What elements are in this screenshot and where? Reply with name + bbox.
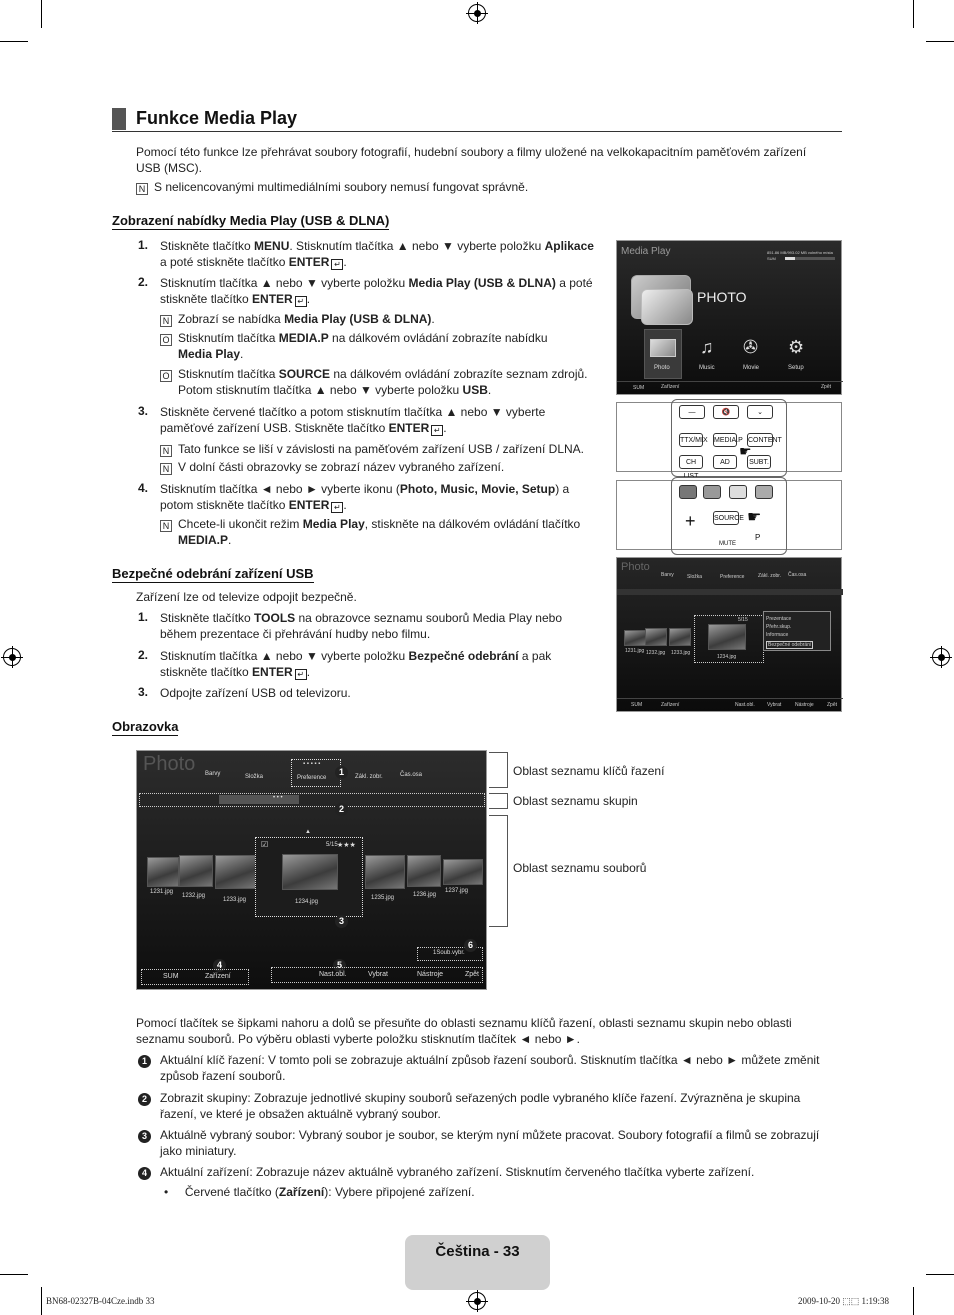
step-text: Stiskněte tlačítko MENU. Stisknutím tlačítka ▲ nebo ▼ vyberte položku Aplikace a poté stiskněte tlačítko ENTER ↵ . [160, 239, 594, 269]
registration-mark-icon [468, 4, 486, 22]
file-name: 1236.jpg [413, 892, 437, 898]
bar-zpet: Zpět [465, 971, 480, 978]
file-thumbnail[interactable] [624, 630, 646, 646]
tools-menu-item[interactable]: Přehr.skup. [766, 624, 792, 630]
crop-mark [913, 1287, 914, 1315]
page-title: Funkce Media Play [136, 108, 298, 128]
intro-note: N S nelicencovanými multimediálními soubory nemusí fungovat správně. [136, 179, 528, 195]
callout-bracket [489, 815, 508, 927]
selected-thumbnail[interactable] [708, 624, 746, 650]
callout-bracket [489, 752, 508, 788]
file-name: 1232.jpg [646, 650, 666, 656]
green-button[interactable] [703, 485, 721, 499]
enter-icon: ↵ [295, 296, 307, 307]
item-text: Aktuálně vybraný soubor: Vybraný soubor je soubor, se kterým nyní můžete pracovat. Soubory fotografií a filmů se zobrazují jako miniatury. [160, 1128, 820, 1158]
title-marker [112, 108, 126, 130]
registration-mark-icon [468, 1292, 486, 1310]
enter-icon: ↵ [431, 425, 443, 436]
callout-group: Oblast seznamu skupin [513, 794, 638, 808]
file-name: 1235.jpg [371, 895, 395, 901]
step-text: Odpojte zařízení USB od televizoru. [160, 686, 351, 700]
tab-preference[interactable]: Preference [297, 775, 327, 781]
bar-vybrat: Vybrat [767, 702, 782, 708]
file-counter: 5/15 [326, 842, 338, 848]
bar-sum: SUM [633, 385, 645, 391]
bottom-bar [617, 381, 843, 395]
tab-zakl-zobr[interactable]: Zákl. zobr. [758, 573, 782, 579]
bullet-text: • Červené tlačítko (Zařízení): Vybere připojené zařízení. [164, 1185, 475, 1199]
step-number: 4. [138, 481, 149, 495]
note-text: O Stisknutím tlačítka MEDIA.P na dálkovém ovládání zobrazíte nabídku Media Play. [160, 330, 610, 362]
photo-title: Photo [143, 753, 196, 775]
device-box[interactable] [141, 969, 249, 985]
bar-nastroje: Nástroje [417, 971, 444, 978]
item-text: Zobrazit skupiny: Zobrazuje jednotlivé skupiny souborů seřazených podle vybraného klíče řazení. Zvýrazněna je skupina řazení, ve které je obsažen aktuálně vybraný soubor. [160, 1091, 801, 1121]
item-number-4-icon: 4 [138, 1165, 151, 1180]
file-name: 1231.jpg [625, 648, 645, 654]
pointer-hand-icon: ☛ [739, 443, 752, 459]
tab-cas-osa[interactable]: Čas.osa [788, 572, 807, 578]
mute-label: MUTE [719, 541, 736, 547]
crop-mark [913, 0, 914, 28]
note-text: N Chcete-li ukončit režim Media Play, stiskněte na dálkovém ovládání tlačítko MEDIA.P. [160, 516, 610, 548]
group-bar [617, 589, 843, 595]
file-name: 1232.jpg [182, 893, 206, 899]
file-name: 1237.jpg [445, 888, 469, 894]
photo-browser-screenshot [136, 750, 487, 990]
photo-folder-icon [641, 289, 693, 325]
source-button[interactable]: SOURCE [713, 511, 739, 525]
music-icon[interactable]: ♫ [700, 337, 714, 357]
item-number-2-icon: 2 [138, 1091, 151, 1106]
file-counter: 5/15 [738, 617, 748, 623]
tools-menu-screenshot [616, 557, 842, 712]
marker-6-icon: 6 [464, 937, 477, 952]
yellow-button[interactable] [729, 485, 747, 499]
file-thumbnail[interactable] [669, 628, 691, 646]
crop-mark [0, 41, 28, 42]
page-number: Čeština - 33 [435, 1243, 520, 1260]
down-button[interactable]: ⌄ [747, 405, 773, 419]
note-text: N Zobrazí se nabídka Media Play (USB & DLNA). [160, 311, 610, 327]
note-icon: N [136, 183, 148, 195]
tools-menu-item[interactable]: Prezentace [766, 616, 792, 622]
marker-5-icon: 5 [333, 957, 346, 972]
item-number-1-icon: 1 [138, 1053, 151, 1068]
tab-preference[interactable]: Preference [720, 574, 745, 580]
ttx-mix-button[interactable]: TTX/MIX [679, 433, 703, 447]
volume-plus-icon[interactable]: + [685, 511, 696, 531]
section-intro: Zařízení lze od televize odpojit bezpečně. [136, 590, 357, 604]
usage-bar [785, 257, 835, 260]
icon-label-photo: Photo [654, 365, 670, 371]
step-number: 2. [138, 275, 149, 289]
callout-bracket [489, 793, 508, 809]
icon-label-movie: Movie [743, 365, 760, 371]
bar-nast-obl: Nast.obl. [735, 702, 755, 708]
crop-mark [0, 1274, 28, 1275]
file-thumbnail[interactable] [645, 628, 667, 646]
step-number: 2. [138, 648, 149, 662]
tab-slozka[interactable]: Složka [245, 774, 264, 780]
media-play-screenshot [616, 240, 842, 395]
page-title-bar [112, 108, 842, 132]
ad-button[interactable]: AD [713, 455, 737, 469]
remote-control-image-2 [616, 480, 842, 550]
mute-button[interactable]: 🔇 [713, 405, 739, 419]
bar-sum: SUM [163, 973, 179, 980]
rating-stars: ★★★ [337, 842, 356, 849]
crop-mark [926, 1274, 954, 1275]
marker-3-icon: 3 [335, 913, 348, 928]
group-list-box[interactable] [139, 793, 485, 807]
bar-device: Zařízení [205, 973, 231, 980]
blue-button[interactable] [755, 485, 773, 499]
enter-icon: ↵ [331, 259, 343, 270]
bar-nast-obl: Nast.obl. [319, 971, 347, 978]
pointer-hand-icon: ☛ [747, 509, 762, 526]
step-number: 1. [138, 238, 149, 252]
marker-4-icon: 4 [213, 957, 226, 972]
icon-label-music: Music [699, 365, 715, 371]
sort-key-dots: ▪ ▪ ▪ ▪ ▪ [303, 761, 321, 767]
enter-icon: ↵ [295, 669, 307, 680]
marker-1-icon: 1 [335, 764, 348, 779]
item-text: Aktuální zařízení: Zobrazuje název aktuálně vybraného zařízení. Stisknutím červeného tlačítka vyberte zařízení. [160, 1165, 755, 1179]
selected-count: 1Soub.vybr. [433, 950, 465, 956]
page-number-tab [405, 1235, 550, 1290]
file-list-bracket [141, 821, 485, 921]
file-name: 1231.jpg [150, 889, 174, 895]
photo-big-label: PHOTO [697, 289, 747, 305]
icon-label-setup: Setup [788, 365, 804, 371]
setup-icon[interactable]: ⚙ [788, 337, 805, 357]
selected-file-name: 1234.jpg [717, 654, 737, 660]
photo-icon[interactable] [650, 339, 676, 357]
bar-sum: SUM [631, 702, 643, 708]
enter-icon: ↵ [331, 502, 343, 513]
bar-zpet: Zpět [827, 702, 838, 708]
bar-nastroje: Nástroje [795, 702, 814, 708]
subt-button[interactable]: SUBT. [747, 455, 771, 469]
note-text: N V dolní části obrazovky se zobrazí název vybraného zařízení. [160, 459, 610, 475]
remote-note-icon: O [160, 334, 172, 346]
note-icon: N [160, 445, 172, 457]
step-number: 3. [138, 685, 149, 699]
note-icon: N [160, 520, 172, 532]
group-highlight [219, 795, 299, 804]
item-text: Aktuální klíč řazení: V tomto poli se zobrazuje aktuální způsob řazení souborů. Stisknutím tlačítka ◄ nebo ► můžete změnit způsob řazení souborů. [160, 1053, 820, 1083]
content-button[interactable]: CONTENT [747, 433, 773, 447]
footer-date: 2009-10-20 ⬚⬚ 1:19:38 [798, 1296, 890, 1306]
minus-button[interactable]: — [679, 405, 705, 419]
up-arrow-icon: ▲ [305, 829, 311, 835]
tab-barvy[interactable]: Barvy [661, 572, 674, 578]
crop-mark [926, 41, 954, 42]
tab-barvy[interactable]: Barvy [205, 771, 221, 777]
crop-mark [41, 0, 42, 28]
footer-file: BN68-02327B-04Cze.indb 33 [46, 1296, 155, 1306]
tab-slozka[interactable]: Složka [687, 574, 703, 580]
tools-menu-item[interactable]: Informace [766, 632, 789, 638]
callout-sort-key: Oblast seznamu klíčů řazení [513, 764, 665, 778]
step-text: Stisknutím tlačítka ▲ nebo ▼ vyberte položku Media Play (USB & DLNA) a poté stiskněte tlačítko ENTER ↵ . [160, 276, 593, 306]
remote-note-icon: O [160, 370, 172, 382]
ch-list-button[interactable]: CH LIST [679, 455, 703, 469]
tab-zakl-zobr[interactable]: Zákl. zobr. [355, 774, 383, 780]
media-p-button[interactable]: MEDIA.P [713, 433, 737, 447]
tab-cas-osa[interactable]: Čas.osa [400, 772, 423, 778]
step-text: Stisknutím tlačítka ▲ nebo ▼ vyberte položku Bezpečné odebrání a pak stiskněte tlačítko ENTER ↵ . [160, 649, 552, 679]
file-name: 1233.jpg [671, 650, 691, 656]
p-label: P [755, 533, 761, 542]
crop-mark [41, 1287, 42, 1315]
tools-menu-item-safe-remove[interactable]: Bezpečné odebrání [768, 642, 812, 648]
usage-text: 851.86 MB/993.02 MB volného místa [767, 250, 833, 255]
remote-control-image-1 [616, 402, 842, 480]
movie-icon[interactable]: ✇ [743, 337, 759, 357]
note-text: N Tato funkce se liší v závislosti na paměťovém zařízení USB / zařízení DLNA. [160, 441, 610, 457]
red-button[interactable] [679, 485, 697, 499]
registration-mark-icon [932, 648, 950, 666]
step-text: Stiskněte červené tlačítko a potom stisknutím tlačítka ▲ nebo ▼ vyberte paměťové zařízení USB. Stiskněte tlačítko ENTER ↵ . [160, 405, 546, 435]
bar-device: Zařízení [661, 384, 680, 390]
sum-label: SUM [767, 256, 776, 261]
registration-mark-icon [3, 648, 21, 666]
bar-device: Zařízení [661, 702, 680, 708]
group-dots: • • • [273, 795, 283, 801]
section-heading-media-play: Zobrazení nabídky Media Play (USB & DLNA) [112, 213, 390, 228]
media-play-title: Media Play [621, 246, 671, 257]
bar-vybrat: Vybrat [368, 971, 388, 978]
note-text: O Stisknutím tlačítka SOURCE na dálkovém ovládání zobrazíte seznam zdrojů. Potom stisknutím tlačítka ▲ nebo ▼ vyberte položku USB. [160, 366, 610, 398]
selected-file-name: 1234.jpg [295, 899, 319, 905]
step-text: Stiskněte tlačítko TOOLS na obrazovce seznamu souborů Media Play nebo během prezentace či přehrávání hudby nebo filmu. [160, 611, 563, 641]
intro-text: Pomocí této funkce lze přehrávat soubory fotografií, hudební soubory a filmy uložené na velkokapacitním paměťovém zařízení USB (MSC). [136, 145, 807, 175]
note-icon: N [160, 315, 172, 327]
screen-paragraph: Pomocí tlačítek se šipkami nahoru a dolů se přesuňte do oblasti seznamu klíčů řazení, oblasti seznamu skupin nebo oblasti seznamu souborů. Po výběru oblasti vyberte položku stisknutím tlačítek ◄ nebo ►. [136, 1016, 792, 1046]
step-number: 1. [138, 610, 149, 624]
note-icon: N [160, 463, 172, 475]
section-heading-safe-removal: Bezpečné odebrání zařízení USB [112, 566, 314, 581]
section-heading-screen: Obrazovka [112, 719, 179, 734]
file-name: 1233.jpg [223, 897, 247, 903]
photo-title: Photo [621, 561, 650, 573]
bar-back: Zpět [821, 384, 832, 390]
step-text: Stisknutím tlačítka ◄ nebo ► vyberte ikonu (Photo, Music, Movie, Setup) a potom stiskněte tlačítko ENTER ↵ . [160, 482, 570, 512]
item-number-3-icon: 3 [138, 1128, 151, 1143]
checkbox-icon: ☑ [261, 840, 269, 849]
marker-2-icon: 2 [335, 801, 348, 816]
callout-files: Oblast seznamu souborů [513, 861, 647, 875]
step-number: 3. [138, 404, 149, 418]
